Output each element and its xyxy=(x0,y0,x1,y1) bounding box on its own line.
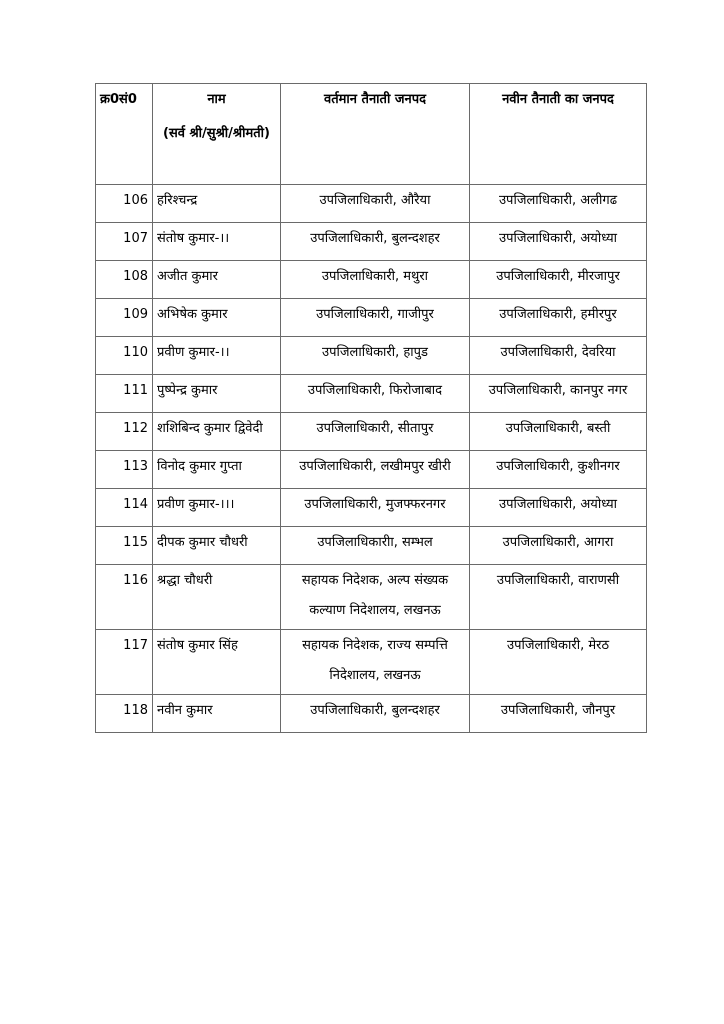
name-cell: श्रद्धा चौधरी xyxy=(153,565,281,630)
serial-number-cell: 117 xyxy=(96,630,153,695)
current-posting-cell: उपजिलाधिकारी, मुजफ्फरनगर xyxy=(281,489,470,527)
table-row xyxy=(96,630,647,695)
current-posting-cell: उपजिलाधिकारी, बुलन्दशहर xyxy=(281,695,470,733)
serial-number-cell: 115 xyxy=(96,527,153,565)
serial-number-cell: 113 xyxy=(96,451,153,489)
name-cell: शशिबिन्द कुमार द्विवेदी xyxy=(153,413,281,451)
current-posting-cell: उपजिलाधिकारी, गाजीपुर xyxy=(281,299,470,337)
serial-number-cell: 108 xyxy=(96,261,153,299)
name-cell: प्रवीण कुमार-।। xyxy=(153,337,281,375)
header-name-label: नाम xyxy=(207,92,226,107)
new-posting-cell: उपजिलाधिकारी, बस्ती xyxy=(470,413,647,451)
name-cell: दीपक कुमार चौधरी xyxy=(153,527,281,565)
new-posting-cell: उपजिलाधिकारी, अलीगढ xyxy=(470,185,647,223)
new-posting-cell: उपजिलाधिकारी, अयोध्या xyxy=(470,223,647,261)
serial-number-cell: 116 xyxy=(96,565,153,630)
header-row xyxy=(96,84,647,185)
current-posting-cell: सहायक निदेशक, राज्य सम्पत्ति निदेशालय, लखनऊ xyxy=(281,630,470,695)
new-posting-cell: उपजिलाधिकारी, वाराणसी xyxy=(470,565,647,630)
table-row xyxy=(96,185,647,223)
name-cell: नवीन कुमार xyxy=(153,695,281,733)
table-row xyxy=(96,527,647,565)
header-current-posting: वर्तमान तैनाती जनपद xyxy=(281,84,470,185)
transfer-table xyxy=(95,83,647,733)
new-posting-cell: उपजिलाधिकारी, मेरठ xyxy=(470,630,647,695)
serial-number-cell: 118 xyxy=(96,695,153,733)
table-row xyxy=(96,261,647,299)
new-posting-cell: उपजिलाधिकारी, अयोध्या xyxy=(470,489,647,527)
serial-number-cell: 110 xyxy=(96,337,153,375)
new-posting-cell: उपजिलाधिकारी, कुशीनगर xyxy=(470,451,647,489)
table-row xyxy=(96,413,647,451)
serial-number-cell: 111 xyxy=(96,375,153,413)
name-cell: प्रवीण कुमार-।।। xyxy=(153,489,281,527)
current-posting-cell: उपजिलाधिकारीा, सम्भल xyxy=(281,527,470,565)
serial-number-cell: 112 xyxy=(96,413,153,451)
current-posting-cell: उपजिलाधिकारी, मथुरा xyxy=(281,261,470,299)
table-row xyxy=(96,337,647,375)
header-new-posting: नवीन तैनाती का जनपद xyxy=(470,84,647,185)
new-posting-cell: उपजिलाधिकारी, मीरजापुर xyxy=(470,261,647,299)
current-posting-cell: उपजिलाधिकारी, फिरोजाबाद xyxy=(281,375,470,413)
new-posting-cell: उपजिलाधिकारी, कानपुर नगर xyxy=(470,375,647,413)
new-posting-cell: उपजिलाधिकारी, देवरिया xyxy=(470,337,647,375)
serial-number-cell: 107 xyxy=(96,223,153,261)
new-posting-cell: उपजिलाधिकारी, जौनपुर xyxy=(470,695,647,733)
serial-number-cell: 114 xyxy=(96,489,153,527)
table-row xyxy=(96,223,647,261)
table-row xyxy=(96,489,647,527)
table-row xyxy=(96,451,647,489)
serial-number-cell: 109 xyxy=(96,299,153,337)
name-cell: संतोष कुमार सिंह xyxy=(153,630,281,695)
name-cell: संतोष कुमार-।। xyxy=(153,223,281,261)
header-name-honorific: (सर्व श्री/सुश्री/श्रीमती) xyxy=(163,126,270,141)
current-posting-cell: उपजिलाधिकारी, हापुड xyxy=(281,337,470,375)
current-posting-cell: सहायक निदेशक, अल्प संख्यक कल्याण निदेशालय, लखनऊ xyxy=(281,565,470,630)
table-row xyxy=(96,695,647,733)
serial-number-cell: 106 xyxy=(96,185,153,223)
table-row xyxy=(96,375,647,413)
current-posting-cell: उपजिलाधिकारी, बुलन्दशहर xyxy=(281,223,470,261)
current-posting-cell: उपजिलाधिकारी, सीतापुर xyxy=(281,413,470,451)
name-cell: हरिश्चन्द्र xyxy=(153,185,281,223)
new-posting-cell: उपजिलाधिकारी, आगरा xyxy=(470,527,647,565)
table-row xyxy=(96,565,647,630)
name-cell: पुष्पेन्द्र कुमार xyxy=(153,375,281,413)
new-posting-cell: उपजिलाधिकारी, हमीरपुर xyxy=(470,299,647,337)
header-name xyxy=(153,84,281,185)
name-cell: विनोद कुमार गुप्ता xyxy=(153,451,281,489)
current-posting-cell: उपजिलाधिकारी, लखीमपुर खीरी xyxy=(281,451,470,489)
current-posting-cell: उपजिलाधिकारी, औरैया xyxy=(281,185,470,223)
table-row xyxy=(96,299,647,337)
header-serial-number: क्र0सं0 xyxy=(96,84,153,185)
name-cell: अभिषेक कुमार xyxy=(153,299,281,337)
name-cell: अजीत कुमार xyxy=(153,261,281,299)
